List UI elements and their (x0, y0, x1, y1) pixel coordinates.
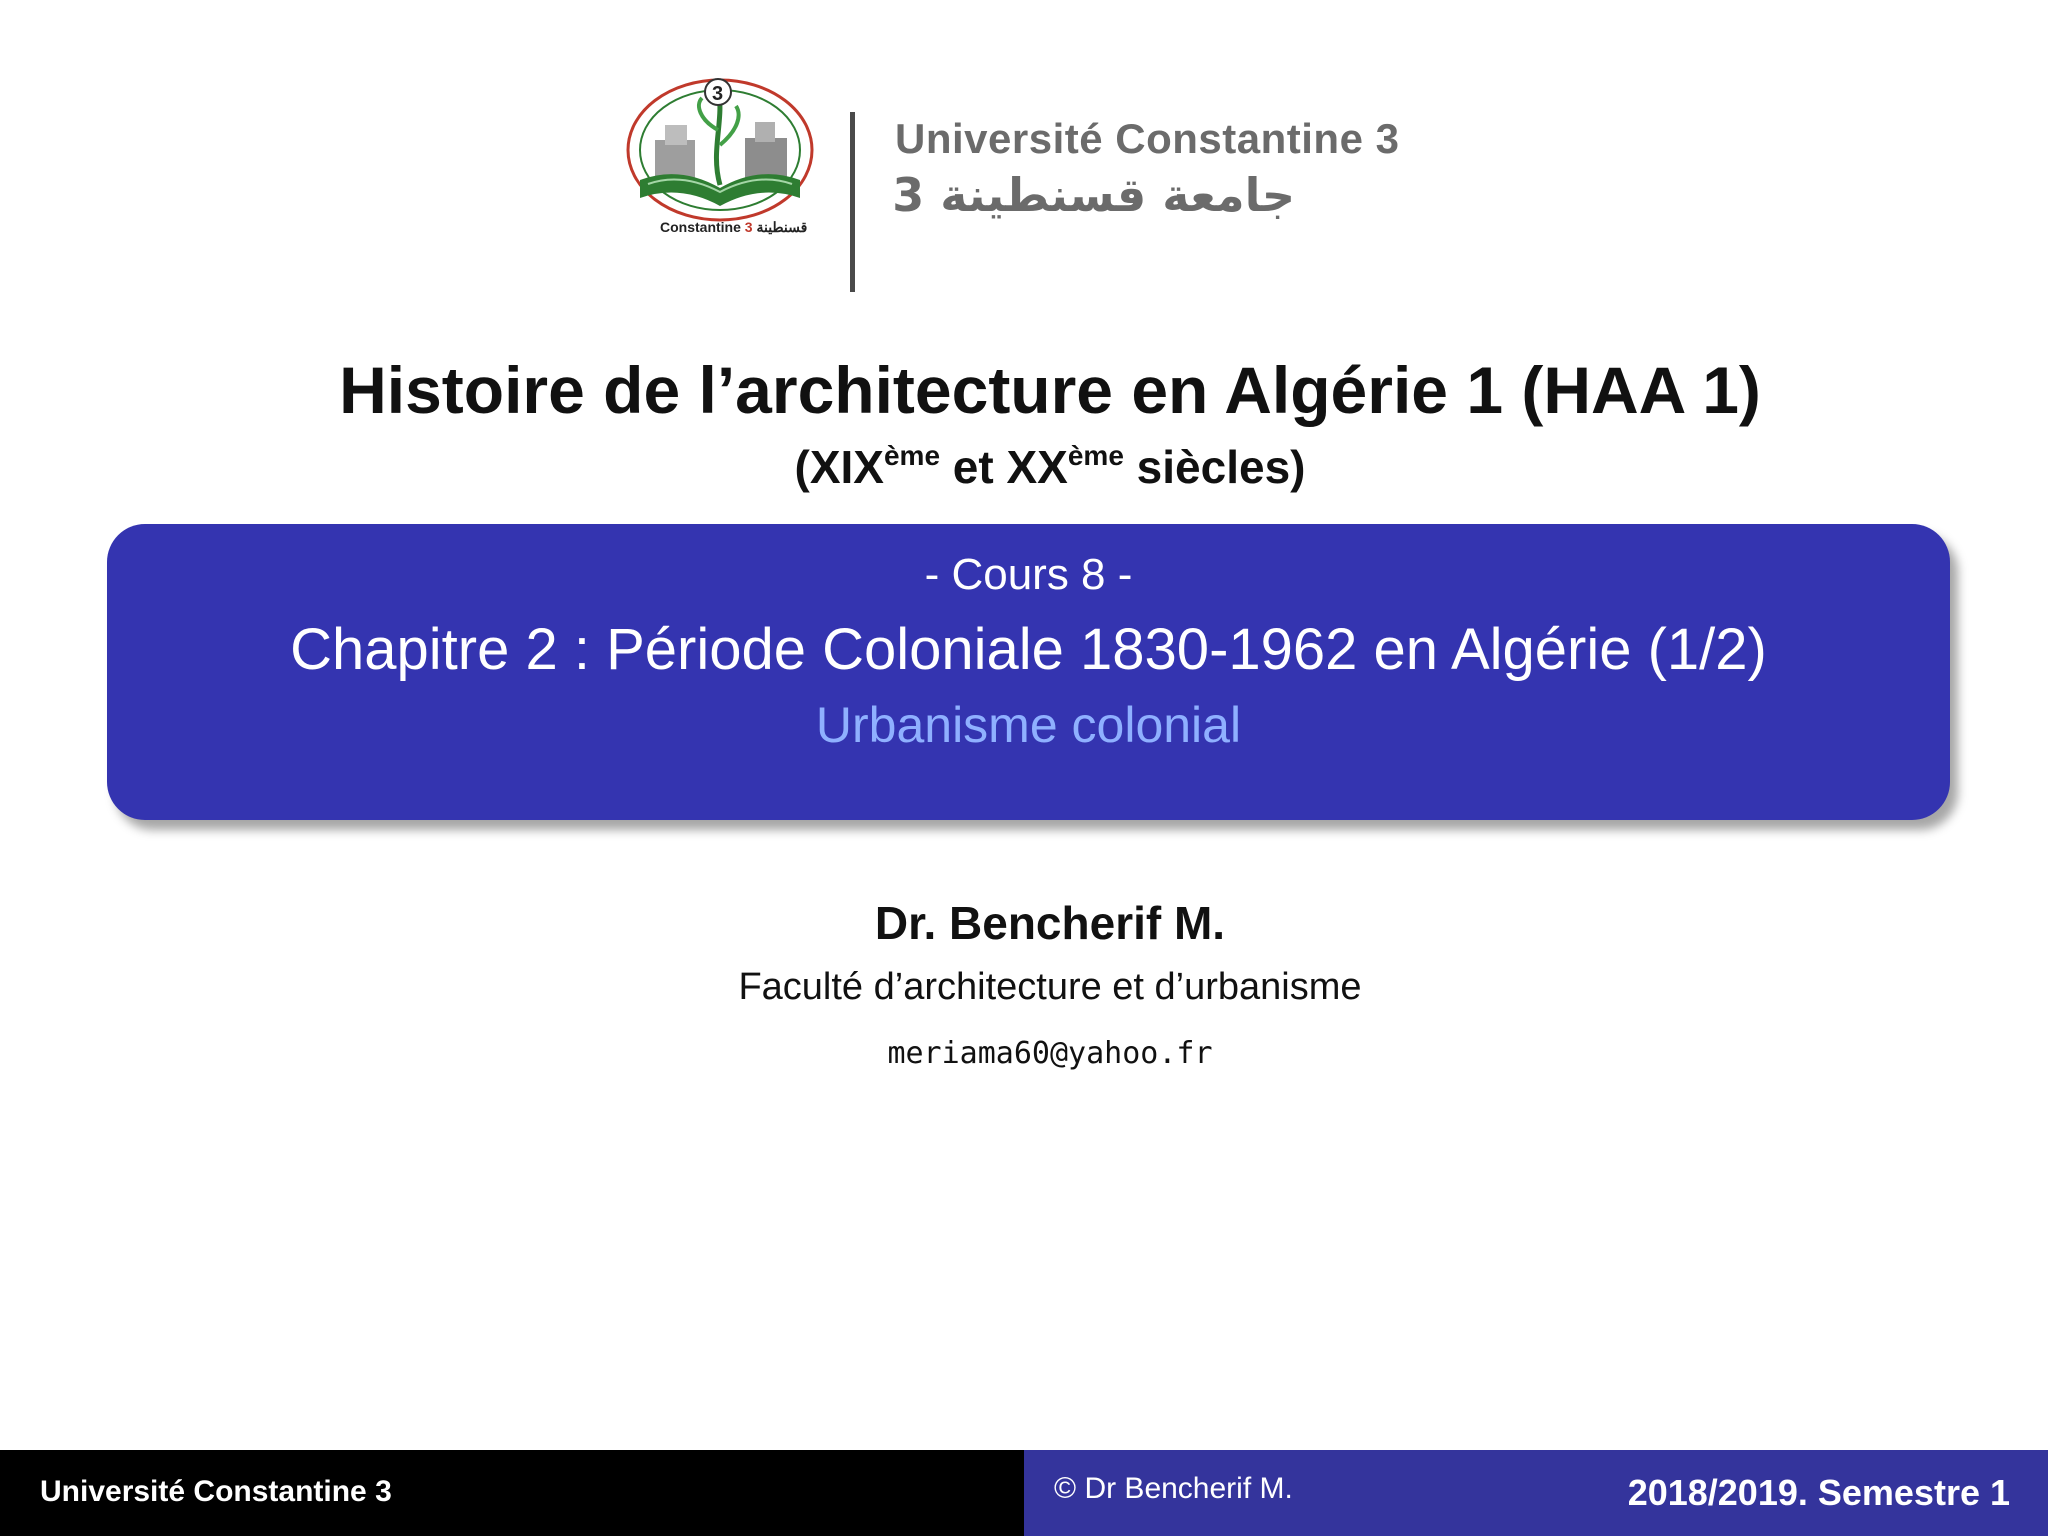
svg-text:3: 3 (712, 83, 724, 105)
author-email: meriama60@yahoo.fr (887, 1036, 1213, 1071)
chapter-box (107, 524, 1950, 820)
university-logo-header (600, 70, 1460, 240)
university-seal-icon (610, 70, 830, 240)
logo-divider (850, 112, 855, 292)
chapter-title: Chapitre 2 : Période Coloniale 1830-1962 en Algérie (1/2) (290, 617, 1767, 682)
footer-academic-year: 2018/2019. Semestre 1 (1627, 1472, 2010, 1513)
university-name-fr: Université Constantine 3 (895, 115, 1400, 162)
subtitle-part: et XX (940, 441, 1068, 493)
subtitle-superscript: ème (883, 440, 941, 471)
subtitle-superscript: ème (1067, 440, 1124, 471)
subtitle-part: (XIX (794, 441, 884, 493)
svg-text:Constantine 3 قسنطينة: Constantine 3 قسنطينة (660, 219, 808, 235)
footer-university: Université Constantine 3 (40, 1475, 392, 1508)
author-faculty: Faculté d’architecture et d’urbanisme (738, 966, 1362, 1008)
course-subtitle (0, 440, 2048, 494)
university-name-ar: جامعة قسنطينة 3 (892, 168, 1295, 222)
footer-copyright: © Dr Bencherif M. (1054, 1472, 1293, 1505)
subtitle-part: siècles) (1123, 441, 1306, 493)
course-number: - Cours 8 - (924, 550, 1133, 599)
chapter-subtitle: Urbanisme colonial (815, 697, 1242, 753)
footer-bar (0, 1450, 2048, 1536)
author-name: Dr. Bencherif M. (874, 897, 1226, 949)
course-title: Histoire de l’architecture en Algérie 1 (HAA 1) (339, 353, 1761, 427)
